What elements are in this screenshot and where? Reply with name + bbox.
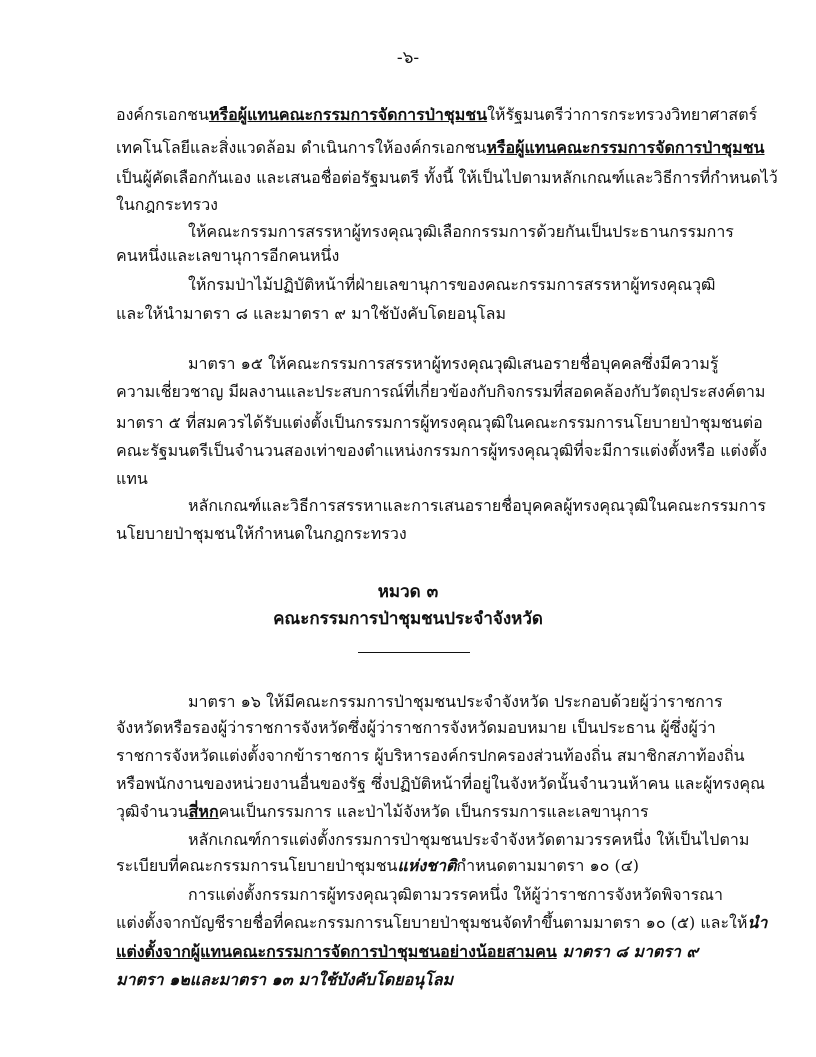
text-segment: วุฒิจำนวน [116,802,189,821]
chapter-title: คณะกรรมการป่าชุมชนประจำจังหวัด [273,609,543,629]
text-segment: เทคโนโลยีและสิ่งแวดล้อม ดำเนินการให้องค์กรเอกชน [116,138,487,157]
text-segment: ความเชี่ยวชาญ มีผลงานและประสบการณ์ที่เกี่ยวข้องกับกิจกรรมที่สอดคล้องกับวัตถุประสงค์ตาม [116,382,766,401]
text-line [116,440,767,462]
text-line [116,468,148,490]
text-segment: นโยบายป่าชุมชนให้กำหนดในกฎกระทรวง [116,524,407,543]
text-line [116,245,339,267]
text-line [116,194,218,216]
text-segment: คนหนึ่งและเลขานุการอีกคนหนึ่ง [116,246,340,265]
text-line [116,745,745,767]
text-segment: มาตรา ๑๕ ให้คณะกรรมการสรรหาผู้ทรงคุณวุฒิเสนอรายชื่อบุคคลซึ่งมีความรู้ [188,354,719,373]
amended-text: สี่หก [188,802,219,821]
text-segment: การแต่งตั้งกรรมการผู้ทรงคุณวุฒิตามวรรคหนึ่ง ให้ผู้ว่าราชการจังหวัดพิจารณา [188,885,724,904]
text-line [188,691,723,713]
inserted-text: มาตรา ๑๒และมาตรา ๑๓ มาใช้บังคับโดยอนุโลม [116,970,454,989]
page-number: -๖- [396,48,420,68]
text-line [116,801,649,823]
text-segment: ระเบียบที่คณะกรรมการนโยบายป่าชุมชน [116,856,398,875]
text-segment: เป็นผู้คัดเลือกกันเอง และเสนอชื่อต่อรัฐมนตรี ทั้งนี้ ให้เป็นไปตามหลักเกณฑ์และวิธีการที่กำหนดไว้ [116,168,778,187]
text-segment: องค์กรเอกชน [116,105,209,124]
text-segment: และให้นำมาตรา ๘ และมาตรา ๙ มาใช้บังคับโดยอนุโลม [116,304,506,323]
text-segment: มาตรา ๑๖ ให้มีคณะกรรมการป่าชุมชนประจำจังหวัด ประกอบด้วยผู้ว่าราชการ [188,692,723,711]
text-segment: แต่งตั้งจากบัญชีรายชื่อที่คณะกรรมการนโยบายป่าชุมชนจัดทำขึ้นตามมาตรา ๑๐ (๕) และให้ [116,913,748,932]
amended-text: หรือผู้แทนคณะกรรมการจัดการป่าชุมชน [486,138,765,157]
text-segment: หลักเกณฑ์และวิธีการสรรหาและการเสนอรายชื่อบุคคลผู้ทรงคุณวุฒิในคณะกรรมการ [188,496,766,515]
text-line [188,274,716,296]
text-segment: หรือพนักงานของหน่วยงานอื่นของรัฐ ซึ่งปฏิบัติหน้าที่อยู่ในจังหวัดนั้นจำนวนห้าคน และผู้ทรงคุณ [116,774,765,793]
text-line [116,969,453,991]
text-segment: คนเป็นกรรมการ และป่าไม้จังหวัด เป็นกรรมการและเลขานุการ [218,802,649,821]
text-segment: คณะรัฐมนตรีเป็นจำนวนสองเท่าของตำแหน่งกรรมการผู้ทรงคุณวุฒิที่จะมีการแต่งตั้งหรือ แต่งตั้ง [116,441,767,460]
text-line [188,221,734,243]
amended-text: แต่งตั้งจากผู้แทนคณะกรรมการจัดการป่าชุมชนอย่างน้อยสามคน [116,942,557,961]
text-segment: มาตรา ๕ ที่สมควรได้รับแต่งตั้งเป็นกรรมการผู้ทรงคุณวุฒิในคณะกรรมการนโยบายป่าชุมชนต่อ [116,413,763,432]
text-segment: ให้กรมป่าไม้ปฏิบัติหน้าที่ฝ่ายเลขานุการของคณะกรรมการสรรหาผู้ทรงคุณวุฒิ [188,275,716,294]
text-line [116,523,407,545]
inserted-text: นำ [747,913,768,932]
text-segment: กำหนดตามมาตรา ๑๐ (๔) [456,856,640,875]
text-line [116,137,764,159]
text-line [116,412,763,434]
chapter-number: หมวด ๓ [377,582,439,602]
text-line [116,855,639,877]
text-line [116,167,778,189]
text-segment: ให้รัฐมนตรีว่าการกระทรวงวิทยาศาสตร์ [487,105,758,124]
chapter-divider [358,652,470,653]
text-segment: ในกฎกระทรวง [116,195,218,214]
text-line [188,829,749,851]
text-segment: ราชการจังหวัดแต่งตั้งจากข้าราชการ ผู้บริหารองค์กรปกครองส่วนท้องถิ่น สมาชิกสภาท้องถิ่น [116,746,745,765]
text-segment: หลักเกณฑ์การแต่งตั้งกรรมการป่าชุมชนประจำจังหวัดตามวรรคหนึ่ง ให้เป็นไปตาม [188,830,750,849]
text-line [188,495,766,517]
text-segment: จังหวัดหรือรองผู้ว่าราชการจังหวัดซึ่งผู้ว่าราชการจังหวัดมอบหมาย เป็นประธาน ผู้ซึ่งผู้ว่า [116,718,716,737]
text-segment: ให้คณะกรรมการสรรหาผู้ทรงคุณวุฒิเลือกกรรมการด้วยกันเป็นประธานกรรมการ [188,222,734,241]
text-line [188,884,723,906]
amended-text: หรือผู้แทนคณะกรรมการจัดการป่าชุมชน [208,105,488,124]
inserted-text: แห่งชาติ [397,856,457,875]
text-line [116,912,767,934]
text-segment: แทน [116,469,148,488]
text-line [116,773,765,795]
text-line [116,381,765,403]
text-line [116,941,698,963]
text-line [116,717,716,739]
text-line [188,353,719,375]
text-line [116,303,506,325]
text-line [116,104,757,126]
inserted-text: มาตรา ๘ มาตรา ๙ [556,942,699,961]
